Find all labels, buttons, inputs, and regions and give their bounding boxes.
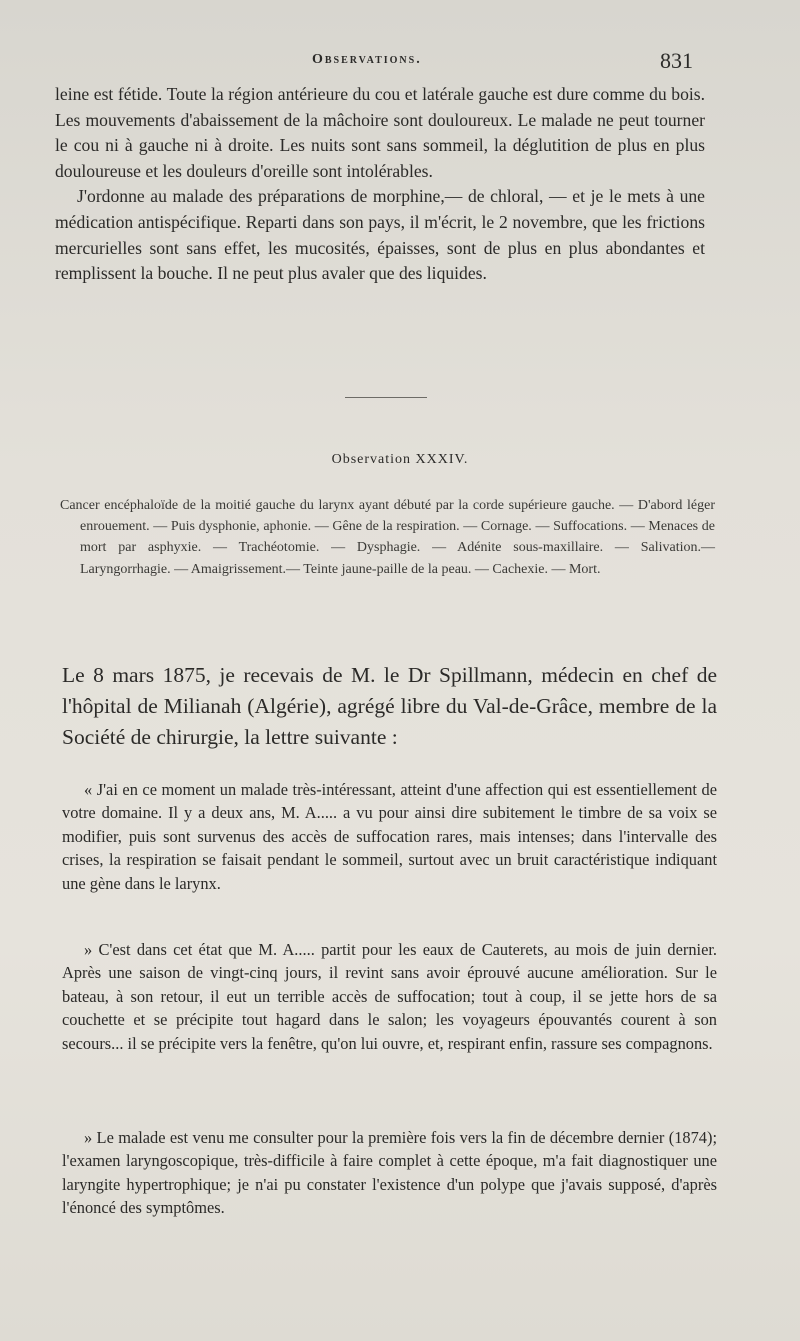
observation-title: Observation XXXIV. [331,452,469,467]
letter-paragraph-2: » C'est dans cet état que M. A..... partit pour les eaux de Cauterets, au mois de juin dernier. Après une saison de vingt-cinq jours, il revint sans avoir éprouvé aucune amélioration. Sur le bateau, à son retour, il eut un terrible accès de suffocation; tout à coup, il se jette hors de sa couchette et se précipite tout hagard dans le salon; les voyageurs épouvantés courent à son secours... il se précipite vers la fenêtre, qu'on lui ouvre, et, respirant enfin, rassure ses compagnons. [62,940,717,1053]
observation-lead-paragraph: Le 8 mars 1875, je recevais de M. le Dr Spillmann, médecin en chef de l'hôpital de Milianah (Algérie), agrégé libre du Val-de-Grâce, membre de la Société de chirurgie, la lettre suivante : [62,663,717,749]
running-head [0,48,800,78]
continuation-paragraphs [55,82,705,287]
letter-paragraph-3: » Le malade est venu me consulter pour la première fois vers la fin de décembre dernier (1874); l'examen laryngoscopique, très-difficile à faire complet à cette époque, m'a fait diagnostiquer une laryngite hypertrophique; je n'ai pu constater l'existence d'un polype que j'avais supposé, d'après l'énoncé des symptômes. [62,1128,717,1218]
paragraph-continued: leine est fétide. Toute la région antérieure du cou et latérale gauche est dure comme du bois. Les mouvements d'abaissement de la mâchoire sont douloureux. Le malade ne peut tourner le cou ni à gauche ni à droite. Les nuits sont sans sommeil, la déglutition de plus en plus douloureuse et les douleurs d'oreille sont intolérables. [55,84,705,181]
page-number: 831 [660,48,693,73]
section-divider [345,397,427,398]
letter-paragraph-1: « J'ai en ce moment un malade très-intéressant, atteint d'une affection qui est essentiellement de votre domaine. Il y a deux ans, M. A..... a vu pour ainsi dire subitement le timbre de sa voix se modifier, puis sont survenus des accès de suffocation rares, mais intenses; dans l'intervalle des crises, la respiration se faisait pendant le sommeil, surtout avec un bruit caractéristique indiquant une gène dans le larynx. [62,780,717,893]
running-title: Observations. [312,52,422,67]
paragraph-treatment: J'ordonne au malade des préparations de morphine,— de chloral, — et je le mets à une médication antispécifique. Reparti dans son pays, il m'écrit, le 2 novembre, que les frictions mercurielles sont sans effet, les mucosités, épaisses, sont de plus en plus abondantes et remplissent la bouche. Il ne peut plus avaler que des liquides. [55,186,705,284]
observation-summary: Cancer encéphaloïde de la moitié gauche du larynx ayant débuté par la corde supérieure gauche. — D'abord léger enrouement. — Puis dysphonie, aphonie. — Gêne de la respiration. — Cornage. — Suffocations. — Menaces de mort par asphyxie. — Trachéotomie. — Dysphagie. — Adénite sous-maxillaire. — Salivation.— Laryngorrhagie. — Amaigrissement.— Teinte jaune-paille de la peau. — Cachexie. — Mort. [60,498,715,577]
